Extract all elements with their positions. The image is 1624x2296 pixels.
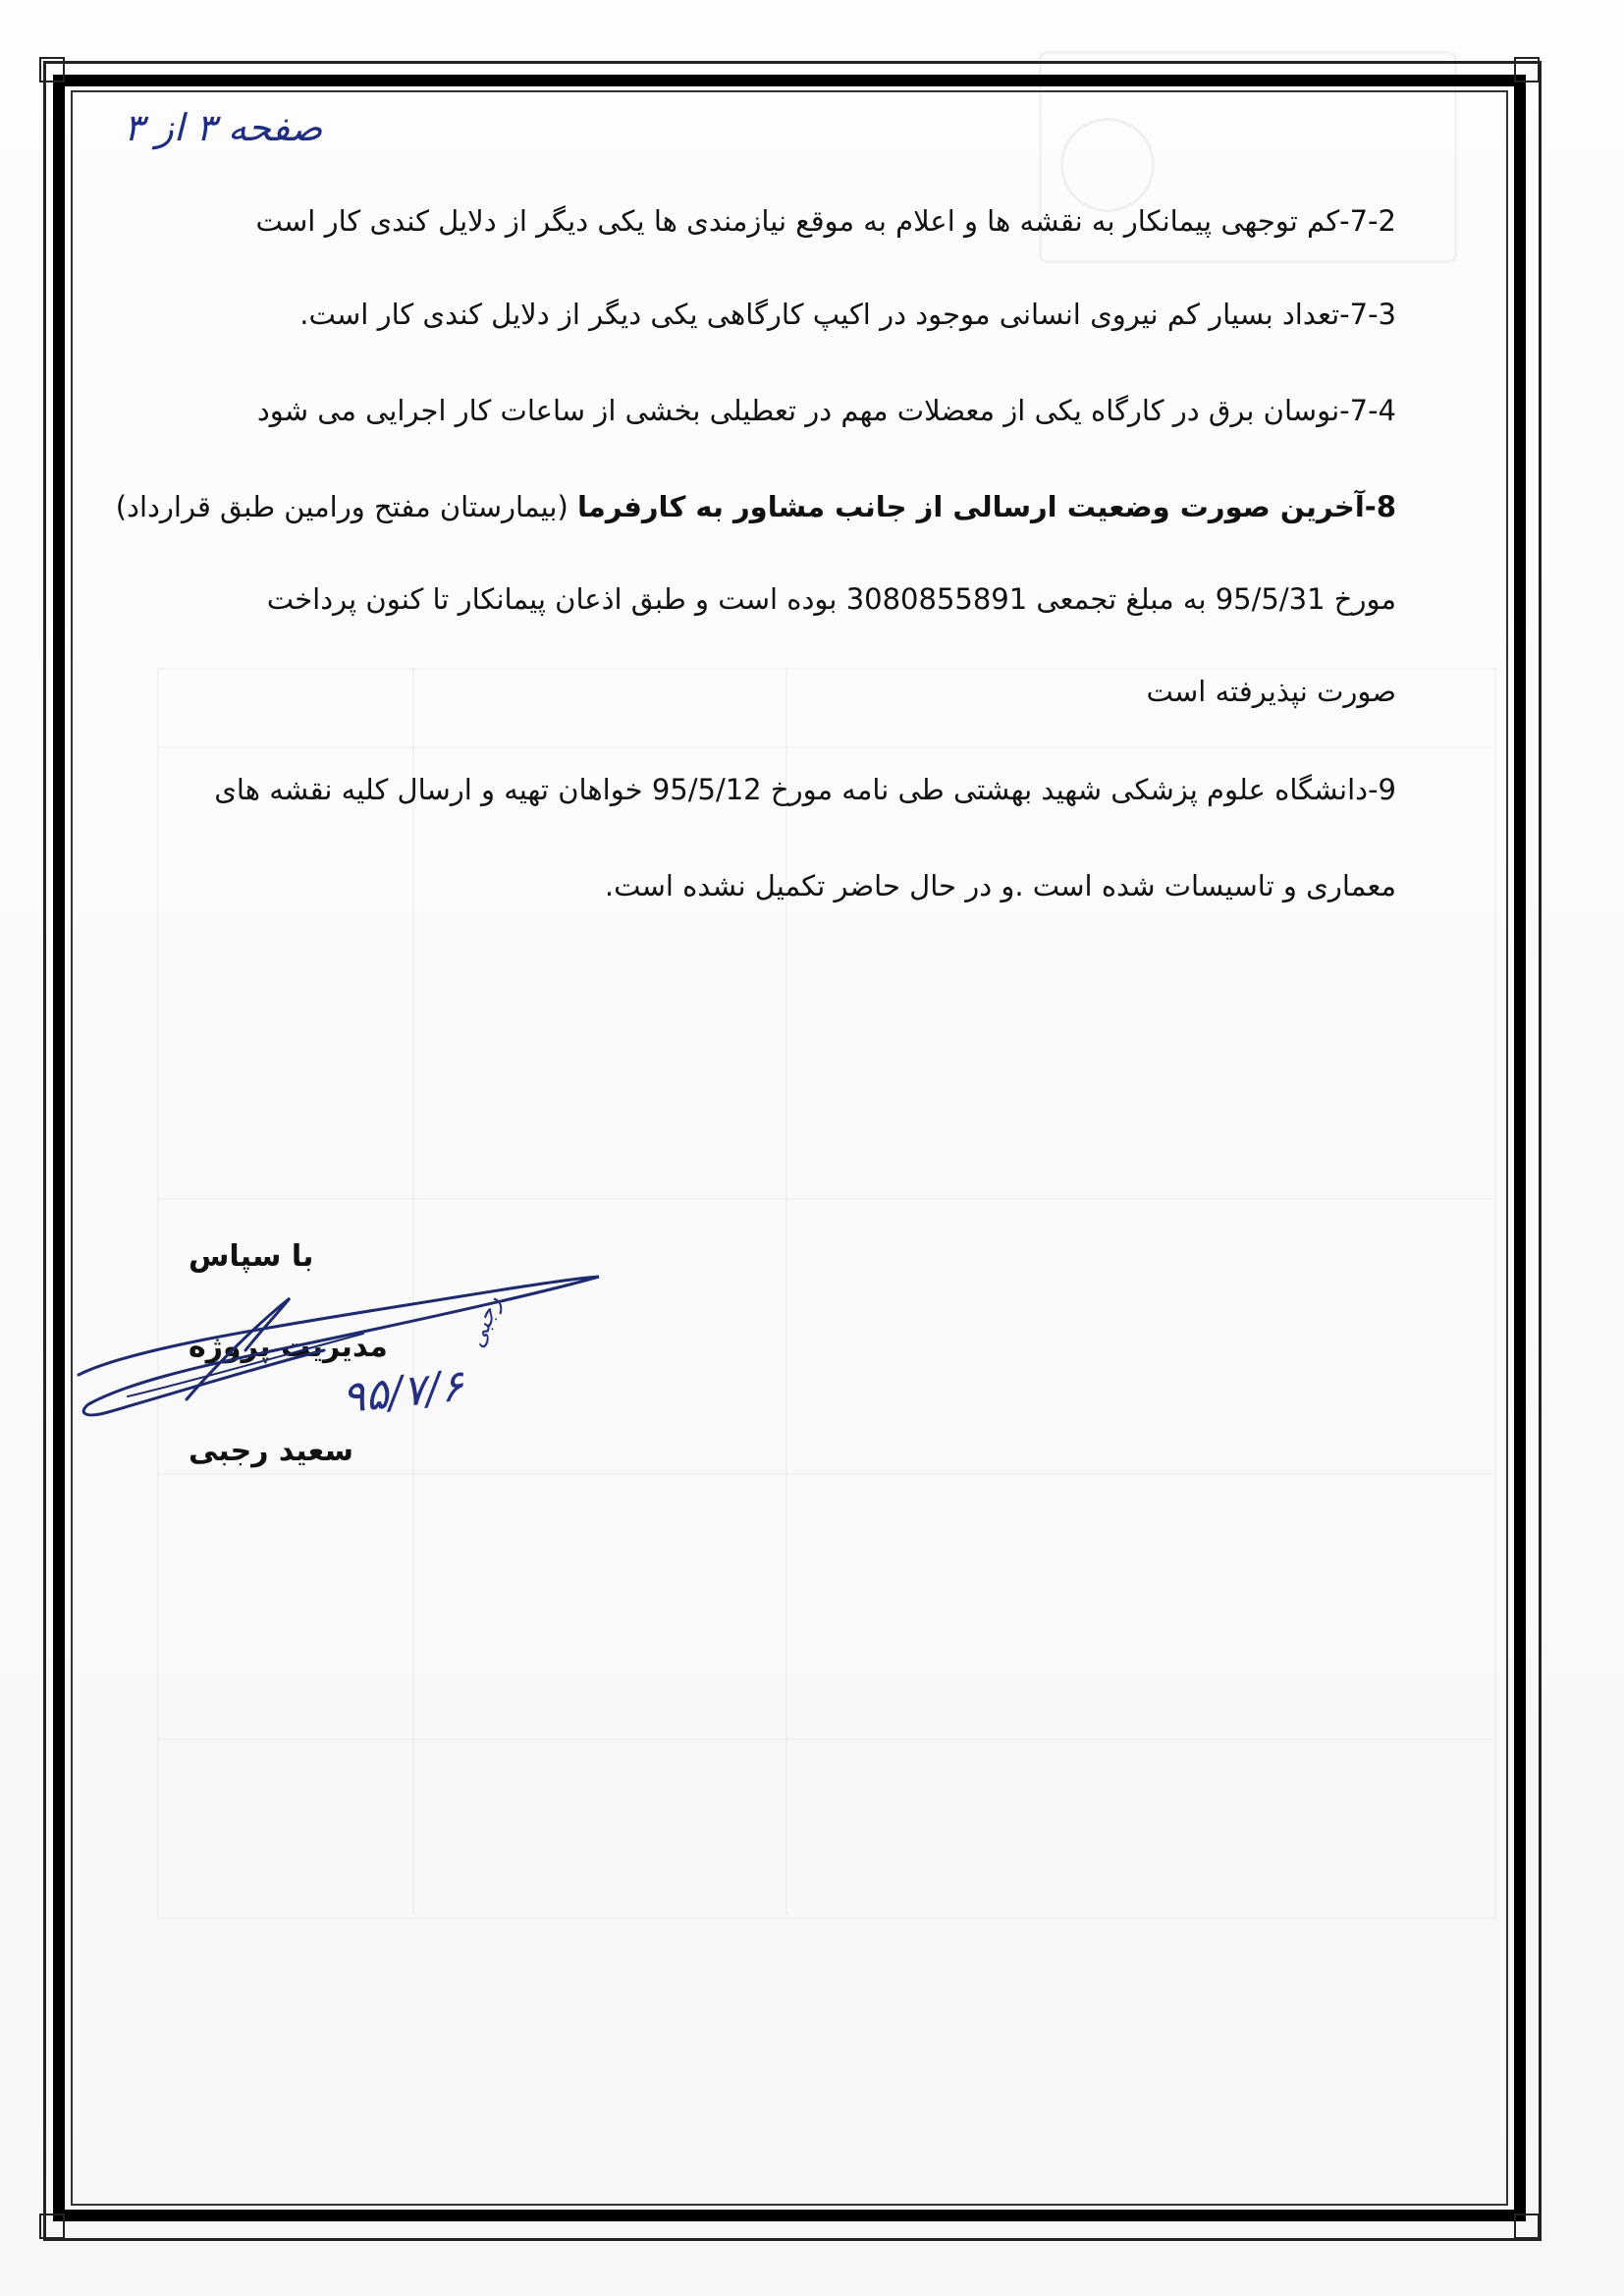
- line-8-bold-text: 8-آخرین صورت وضعیت ارسالی از جانب مشاور به کارفرما: [576, 490, 1396, 523]
- signer-name: سعید رجبی: [189, 1434, 353, 1468]
- signer-role: مدیریت پروژه: [189, 1330, 388, 1364]
- text-line-9b: معماری و تاسیسات شده است .و در حال حاضر تکمیل نشده است.: [604, 869, 1396, 902]
- corner-ornament: [1514, 2214, 1540, 2239]
- text-line-7-2: 7-2-کم توجهی پیمانکار به نقشه ها و اعلام به موقع نیازمندی ها یکی دیگر از دلایل کندی کار است: [255, 204, 1396, 238]
- text-line-9a: 9-دانشگاه علوم پزشکی شهید بهشتی طی نامه مورخ 95/5/12 خواهان تهیه و ارسال کلیه نقشه های: [214, 773, 1396, 806]
- handwritten-note: رجبی: [461, 1291, 507, 1352]
- handwritten-date: ۹۵/۷/۶: [339, 1360, 466, 1424]
- text-line-7-3: 7-3-تعداد بسیار کم نیروی انسانی موجود در اکیپ کارگاهی یکی دیگر از دلایل کندی کار است.: [299, 298, 1396, 331]
- text-line-8b: مورخ 95/5/31 به مبلغ تجمعی 3080855891 بوده است و طبق اذعان پیمانکار تا کنون پرداخت: [266, 582, 1396, 616]
- corner-ornament: [1514, 57, 1540, 82]
- text-line-8: [116, 487, 1396, 526]
- closing-thanks: با سپاس: [189, 1239, 314, 1274]
- line-8-normal-text: (بیمارستان مفتح ورامین طبق قرارداد): [115, 490, 577, 523]
- text-line-7-4: 7-4-نوسان برق در کارگاه یکی از معضلات مهم در تعطیلی بخشی از ساعات کار اجرایی می شود: [256, 394, 1396, 427]
- text-line-8c: صورت نپذیرفته است: [1146, 675, 1396, 708]
- corner-ornament: [39, 2214, 65, 2239]
- corner-ornament: [39, 57, 65, 82]
- handwritten-page-number: صفحه ۳ از ۳: [124, 106, 323, 149]
